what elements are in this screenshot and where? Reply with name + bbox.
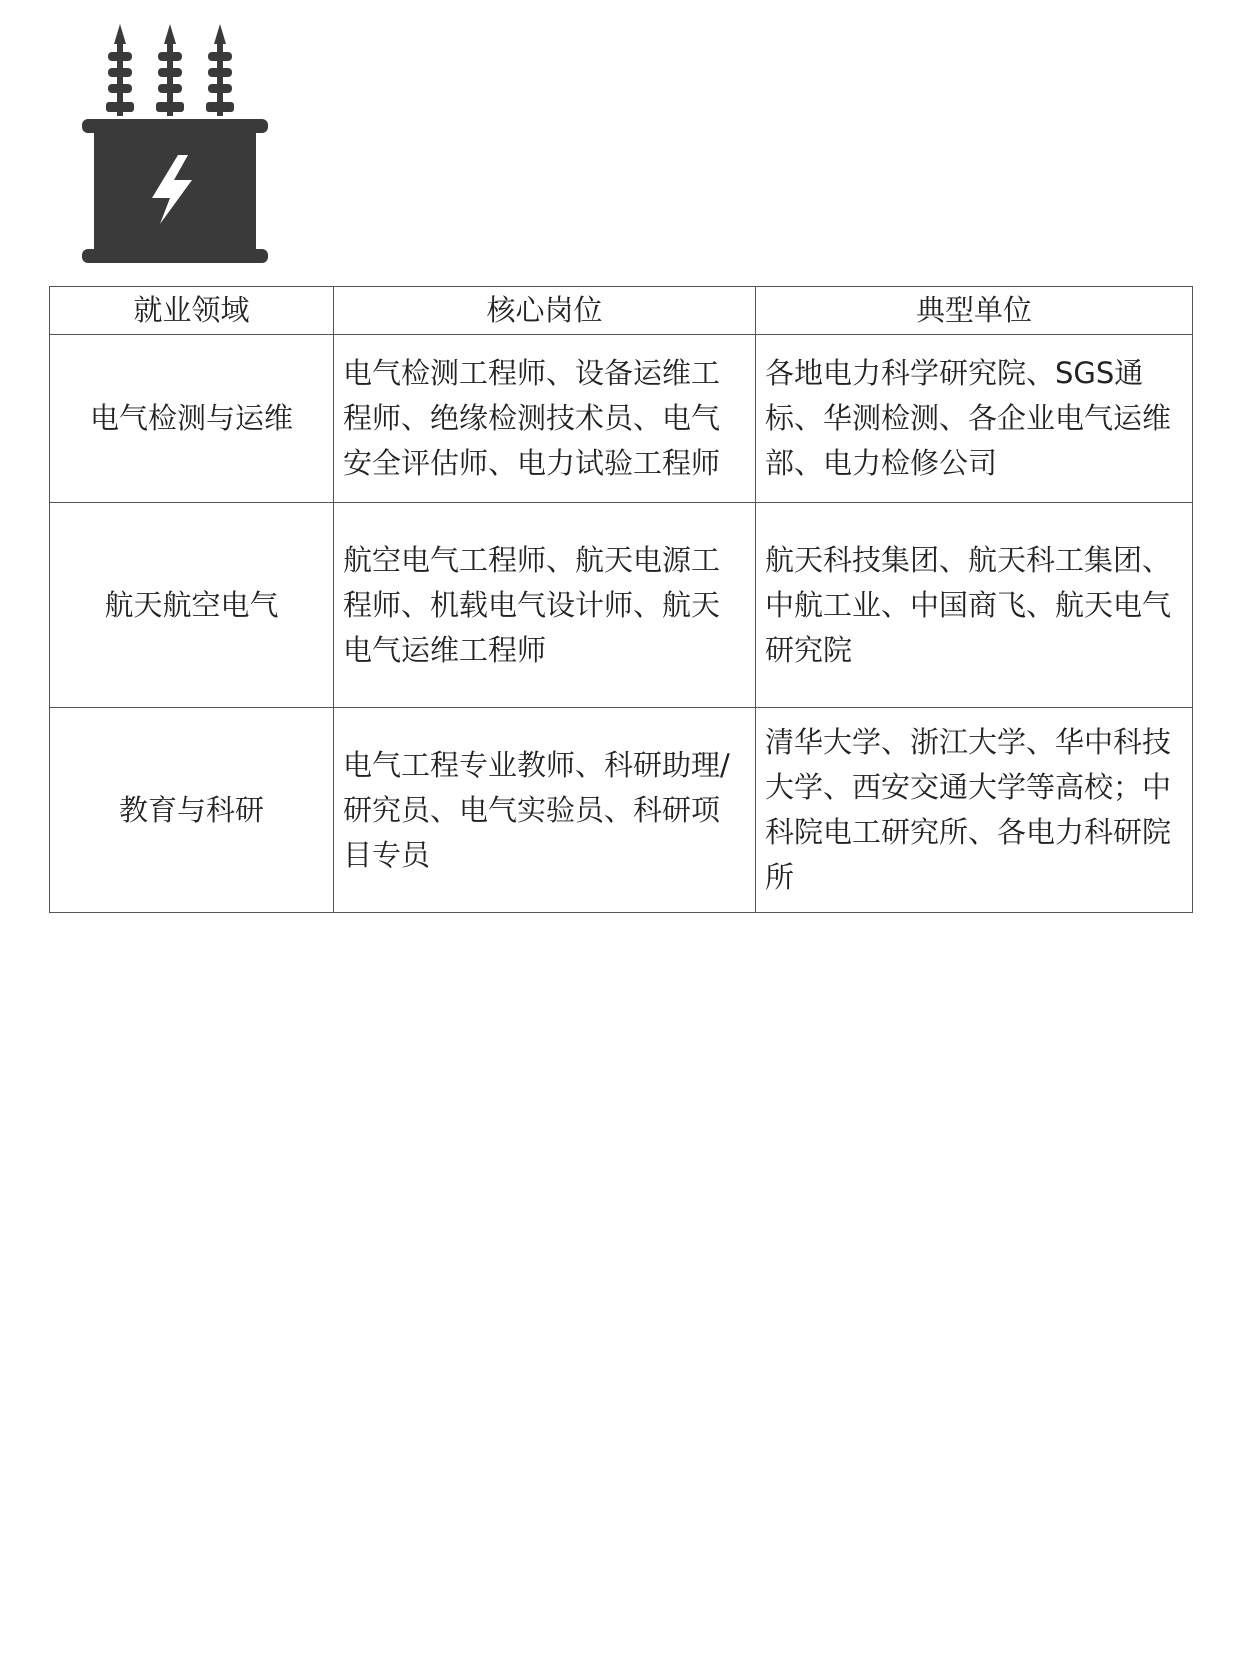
field-cell: 航天航空电气 (50, 503, 334, 708)
positions-cell: 电气工程专业教师、科研助理/研究员、电气实验员、科研项目专员 (334, 708, 756, 913)
units-cell: 各地电力科学研究院、SGS通标、华测检测、各企业电气运维部、电力检修公司 (756, 335, 1193, 503)
table-row (50, 708, 1193, 913)
positions-cell: 航空电气工程师、航天电源工程师、机载电气设计师、航天电气运维工程师 (334, 503, 756, 708)
header-units: 典型单位 (756, 287, 1193, 335)
transformer-icon (80, 22, 280, 267)
header-positions: 核心岗位 (334, 287, 756, 335)
table-header-row (50, 287, 1193, 335)
employment-table (49, 286, 1193, 913)
table-row (50, 503, 1193, 708)
units-cell: 航天科技集团、航天科工集团、中航工业、中国商飞、航天电气研究院 (756, 503, 1193, 708)
field-cell: 教育与科研 (50, 708, 334, 913)
positions-cell: 电气检测工程师、设备运维工程师、绝缘检测技术员、电气安全评估师、电力试验工程师 (334, 335, 756, 503)
units-cell: 清华大学、浙江大学、华中科技大学、西安交通大学等高校；中科院电工研究所、各电力科研院所 (756, 708, 1193, 913)
field-cell: 电气检测与运维 (50, 335, 334, 503)
table-row (50, 335, 1193, 503)
header-field: 就业领域 (50, 287, 334, 335)
